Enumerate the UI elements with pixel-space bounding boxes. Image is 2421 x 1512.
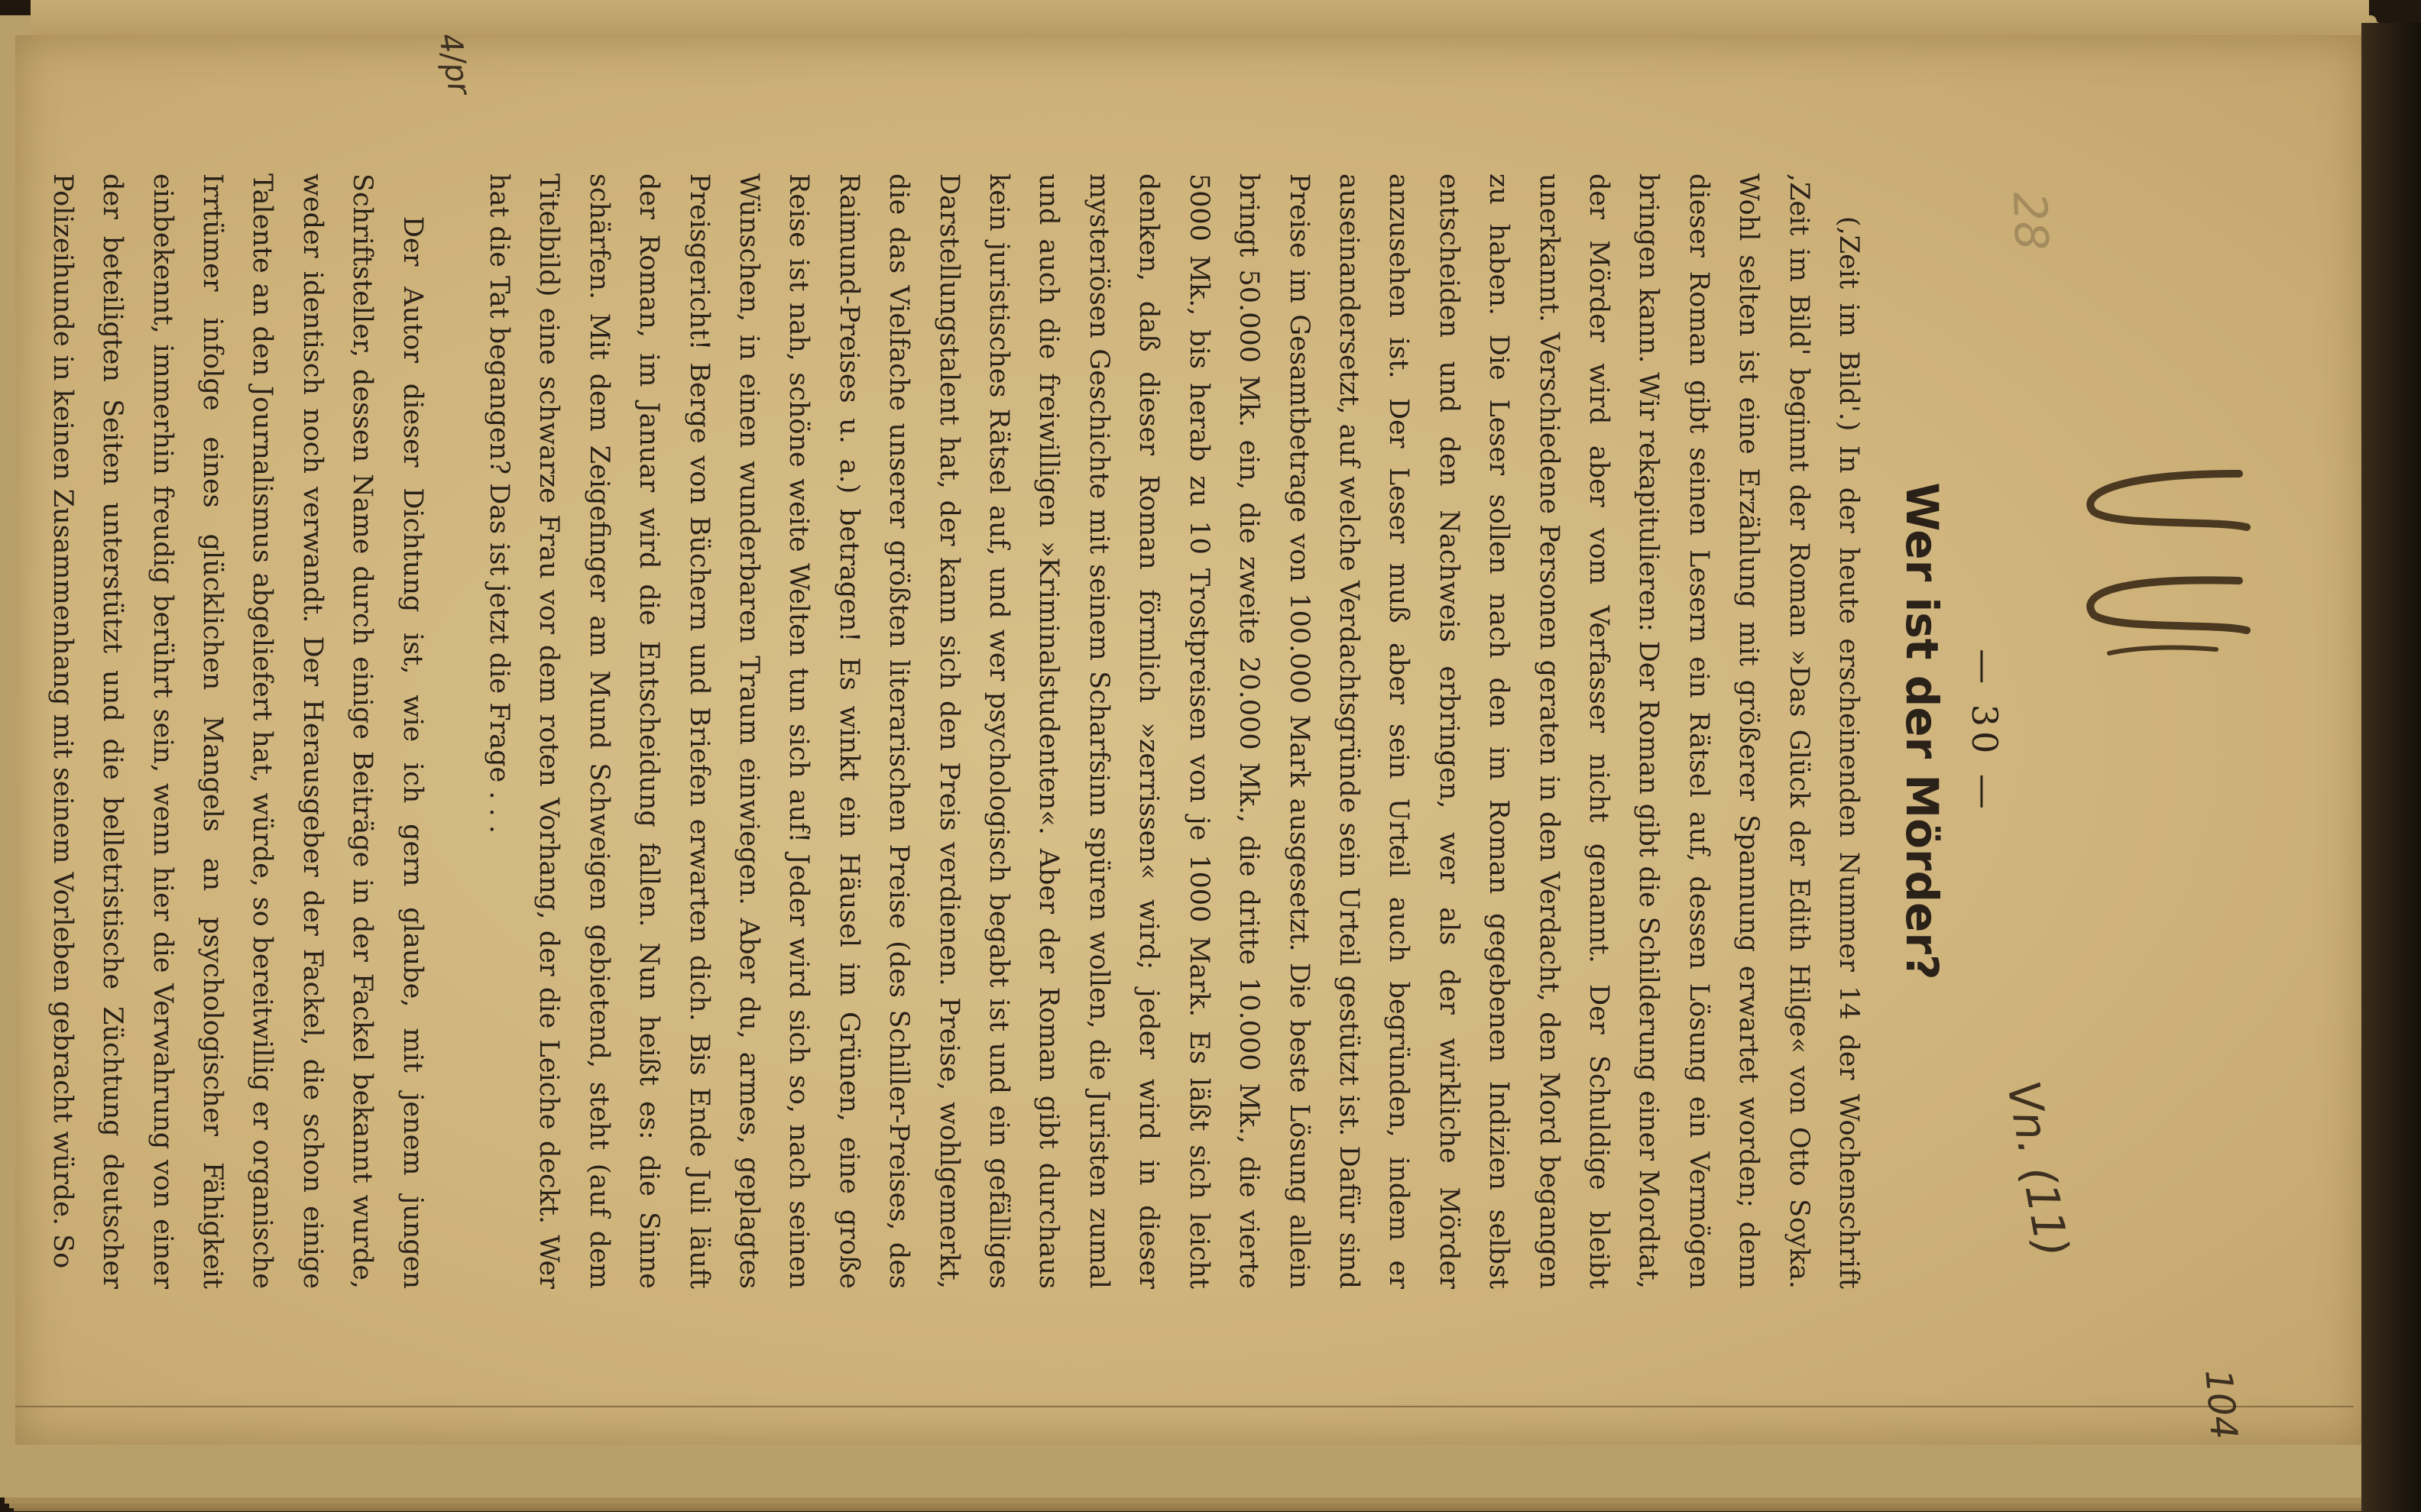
article-text-block — [47, 173, 2012, 1289]
pencil-page-count: 104 — [2196, 1368, 2245, 1442]
folded-top-strip — [31, 0, 2369, 39]
book-spine — [2361, 23, 2421, 1512]
pencil-bracket-mark — [2063, 466, 2262, 665]
article-title: Wer ist der Mörder? — [1896, 482, 1948, 980]
page-number: — 30 — — [1964, 649, 2005, 814]
paragraph-2: Der Autor dieser Dichtung ist, wie ich gern glaube, mit jenem jungen Schriftsteller, dessen Name durch einige Beiträge in der Fackel bekannt wurde, weder identisch noch verwandt. Der Herausgeber der Fackel, die schon einige Talente an den Journalismus abgeliefert hat, würde, so bereitwillig er organische Irrtümer infolge eines glücklichen Mangels an psychologischer Fähigkeit einbekennt, immerhin freudig berührt sein, wenn hier die Verwahrung von einer der beteiligten Seiten unterstützt und die belletristische Züchtung deutscher Polizeihunde in keinen Zusammenhang mit seinem Vorleben gebracht würde. So — [47, 173, 428, 1289]
faint-pencil-number: 28 — [2002, 191, 2058, 251]
pencil-note-signature: Vn. (11) — [1997, 1077, 2079, 1261]
page-edge-line — [15, 1406, 2354, 1407]
paragraph-1: (,Zeit im Bild'.) In der heute erscheinenden Nummer 14 der Wochenschrift ,Zeit im Bild' beginnt der Roman »Das Glück der Edith Hilge« von Otto Soyka. Wohl selten ist eine Erzählung mit größerer Spannung erwartet worden; denn dieser Roman gibt seinen Lesern ein Rätsel auf, dessen Lösung ein Vermögen bringen kann. Wir rekapitulieren: Der Roman gibt die Schilderung einer Mordtat, der Mörder wird aber vom Verfasser nicht genannt. Der Schuldige bleibt unerkannt. Verschiedene Personen geraten in den Verdacht, den Mord begangen zu haben. Die Leser sollen nach den im Roman gegebenen Indizien selbst entscheiden und den Nachweis erbringen, wer als der wirkliche Mörder anzusehen ist. Der Leser muß aber sein Urteil auch begründen, indem er auseinandersetzt, auf welche Verdachtsgründe sein Urteil gestützt ist. Dafür sind Preise im Gesamtbetrage von 100.000 Mark ausgesetzt. Die beste Lösung allein bringt 50.000 Mk. ein, die zweite 20.000 Mk., die dritte 10.000 Mk., die vierte 5000 Mk., bis herab zu 10 Trostpreisen von je 1000 Mark. Es läßt sich leicht denken, daß dieser Roman förmlich »zerrissen« wird; jeder wird in dieser mysteriösen Geschichte mit seinem Scharfsinn spüren wollen, die Juristen zumal und auch die freiwilligen »Kriminalstudenten«. Aber der Roman gibt durchaus kein juristisches Rätsel auf, und wer psychologisch begabt ist und ein gefälliges Darstellungstalent hat, der kann sich den Preis verdienen. Preise, wohlgemerkt, die das Vielfache unserer größten literarischen Preise (des Schiller-Preises, des Raimund-Preises u. a.) betragen! Es winkt ein Häusel im Grünen, eine große Reise ist nah, schöne weite Welten tun sich auf! Jeder wird sich so, nach seinen Wünschen, in einen wunderbaren Traum einwiegen. Aber du, armes, geplagtes Preisgericht! Berge von Büchern und Briefen erwarten dich. Bis Ende Juli läuft der Roman, im Januar wird die Entscheidung fallen. Nun heißt es: die Sinne schärfen. Mit dem Zeigefinger am Mund Schweigen gebietend, steht (auf dem Titelbild) eine schwarze Frau vor dem roten Vorhang, der die Leiche deckt. Wer hat die Tat begangen? Das ist jetzt die Frage . . . — [484, 173, 1864, 1289]
margin-pencil-note: 4/pr — [431, 31, 478, 98]
